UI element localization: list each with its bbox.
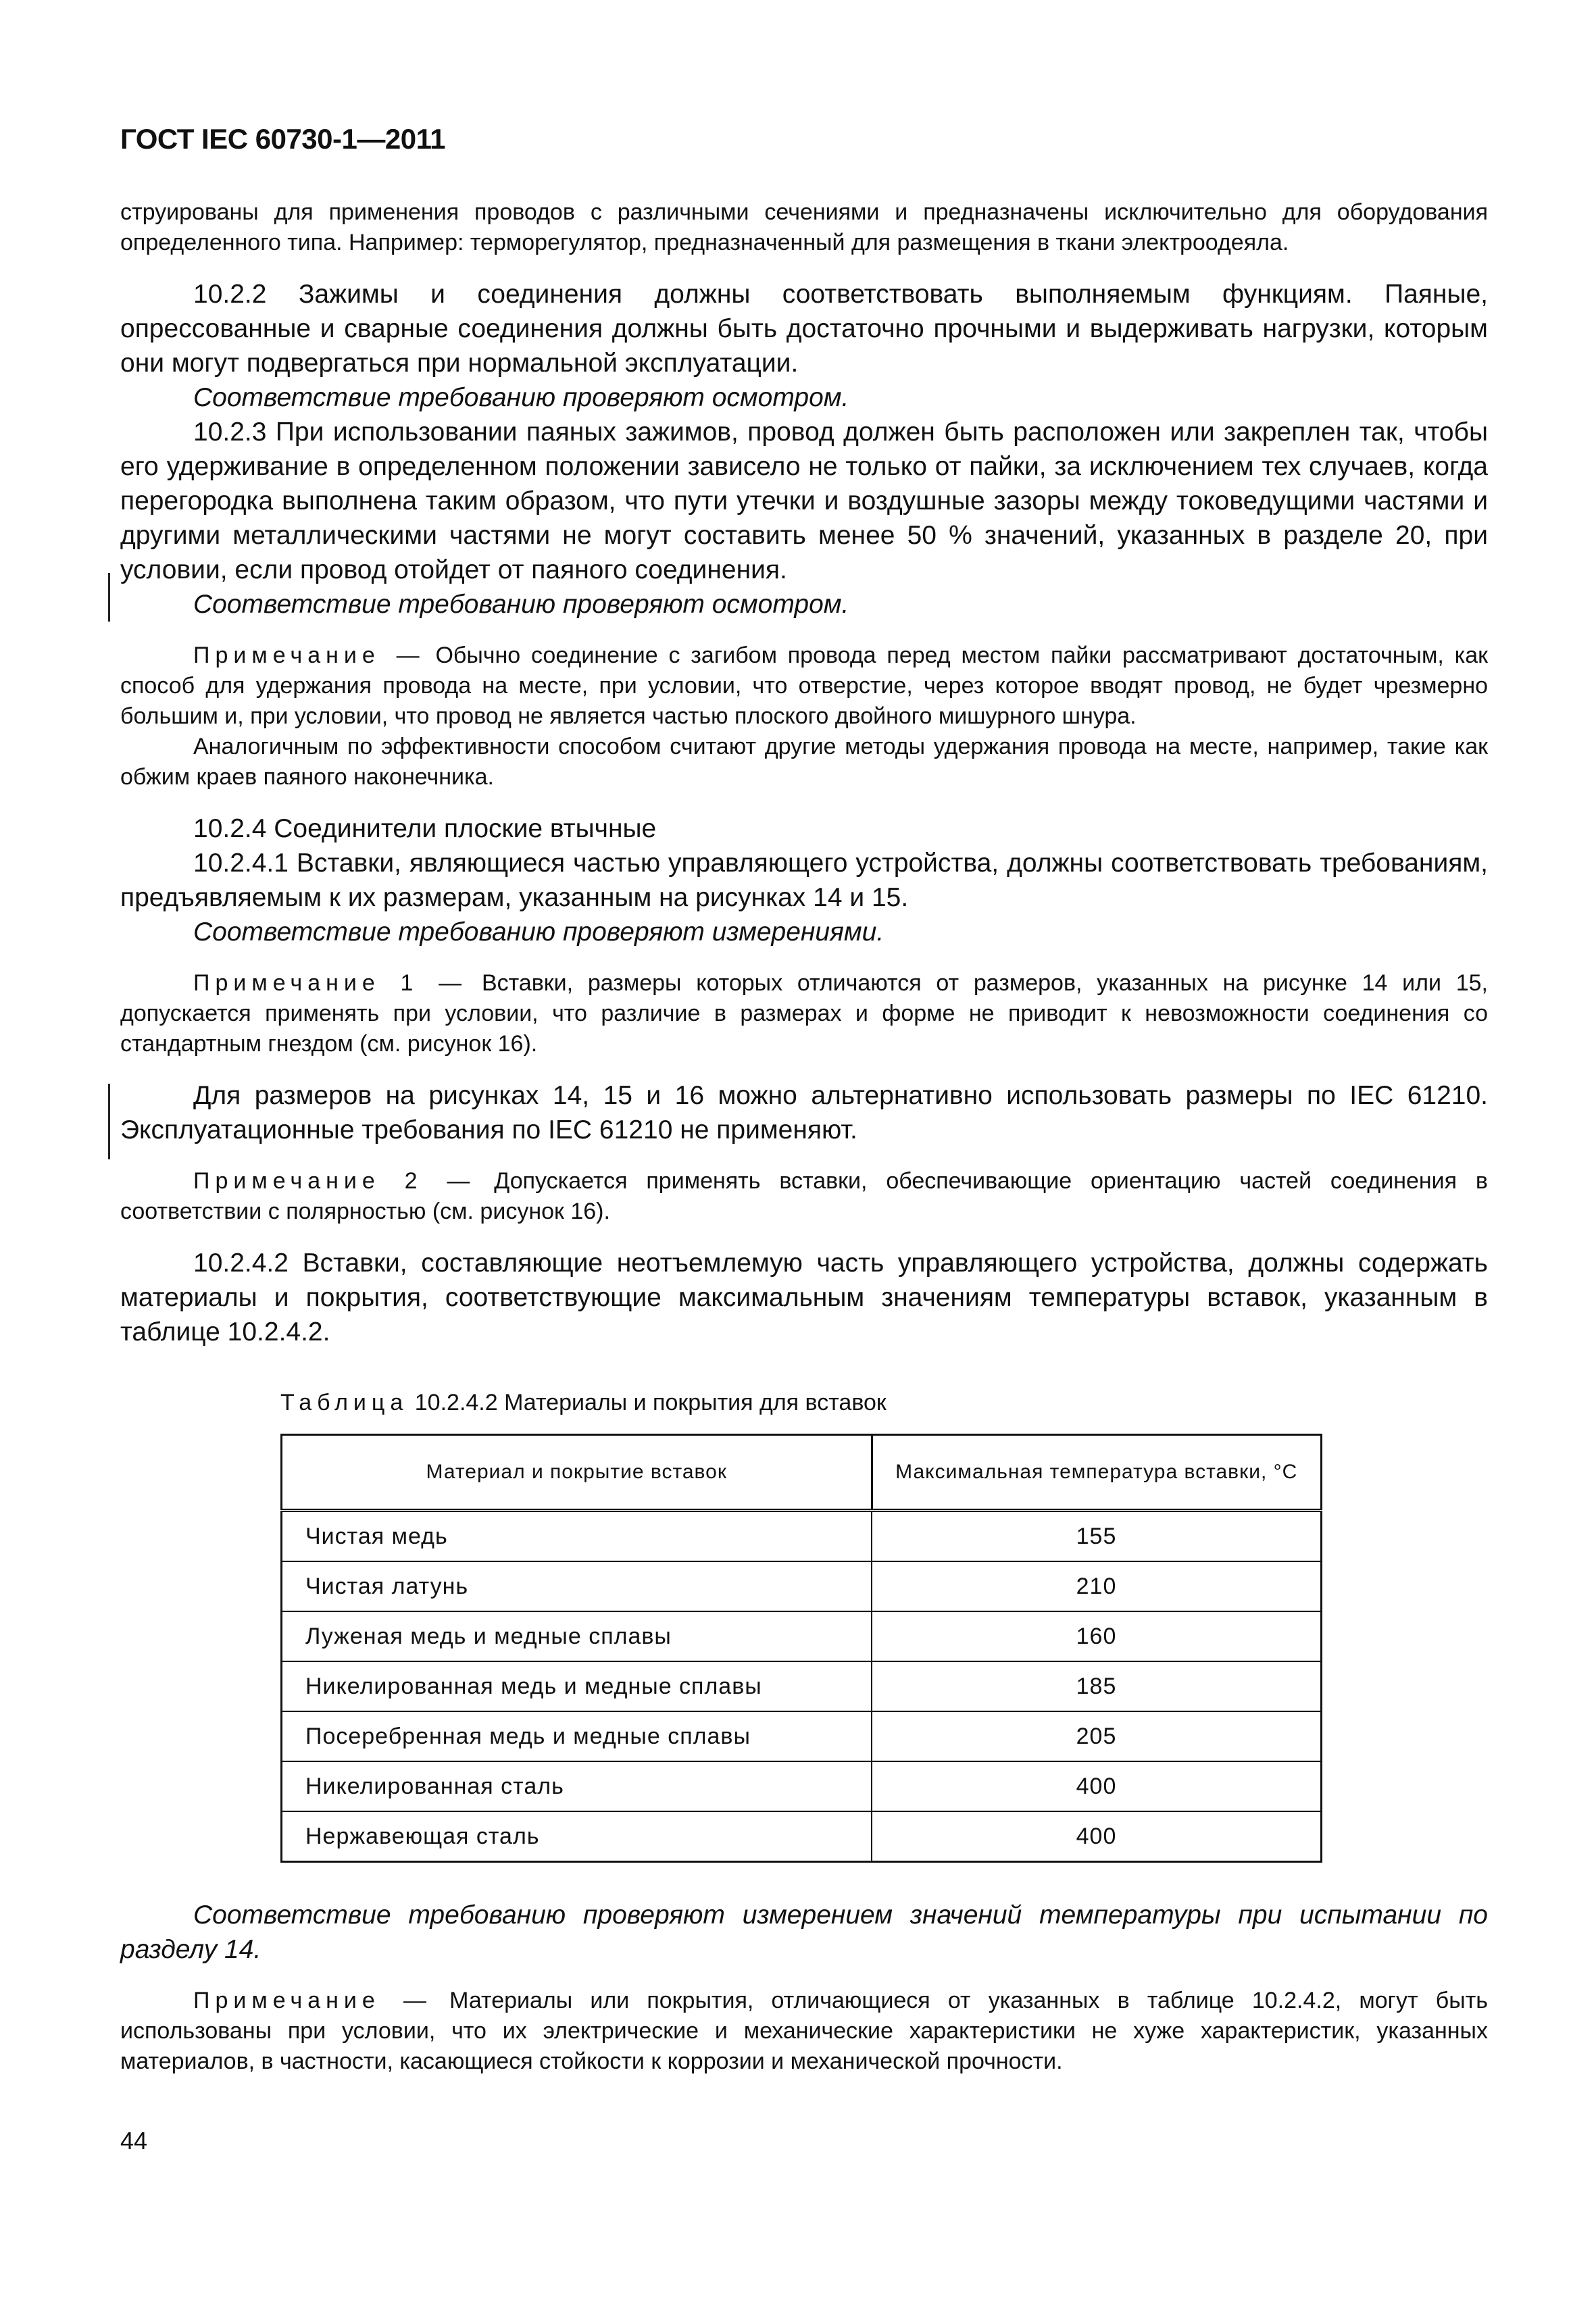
note-text: Допускается применять вставки, обеспечивающие ориентацию частей соединения в соответствии с полярностью (см. рисунок 16). [120, 1168, 1488, 1224]
note-text: Вставки, размеры которых отличаются от размеров, указанных на рисунке 14 или 15, допускается применять при условии, что различие в размерах и форме не приводит к невозможности соединения со стандартным гнездом (см. рисунок 16). [120, 970, 1488, 1057]
table-header-temperature: Максимальная температура вставки, °С [872, 1435, 1322, 1511]
note [120, 640, 1488, 732]
table-row [282, 1661, 1322, 1711]
table-cell-temperature: 185 [872, 1661, 1322, 1711]
compliance-check: Соответствие требованию проверяют осмотром. [193, 383, 849, 412]
table-cell-temperature: 205 [872, 1711, 1322, 1761]
table-cell-material: Чистая латунь [282, 1561, 872, 1611]
table-cell-material: Никелированная медь и медные сплавы [282, 1661, 872, 1711]
table-cell-temperature: 400 [872, 1761, 1322, 1811]
clause-10-2-2: 10.2.2 Зажимы и соединения должны соответствовать выполняемым функциям. Паяные, опрессованные и сварные соединения должны быть достаточно прочными и выдерживать нагрузки, которым они могут подвергаться при нормальной эксплуатации. [120, 280, 1488, 378]
note-label: Примечание — [193, 1988, 432, 2013]
table-cell-material: Посеребренная медь и медные сплавы [282, 1711, 872, 1761]
table-caption-text: 10.2.4.2 Материалы и покрытия для вставок [414, 1390, 887, 1415]
clause-10-2-4-2: 10.2.4.2 Вставки, составляющие неотъемлемую часть управляющего устройства, должны содержать материалы и покрытия, соответствующие максимальным значениям температуры вставок, указанным в таблице 10.2.4.2. [120, 1249, 1488, 1347]
table-row [282, 1811, 1322, 1862]
compliance-check: Соответствие требованию проверяют осмотром. [193, 590, 849, 619]
note-label: Примечание 1 — [193, 970, 468, 996]
change-bar [108, 573, 110, 622]
table-cell-material: Нержавеющая сталь [282, 1811, 872, 1862]
compliance-check: Соответствие требованию проверяют измерением значений температуры при испытании по разделу 14. [120, 1901, 1488, 1964]
table-cell-temperature: 210 [872, 1561, 1322, 1611]
note [120, 1986, 1488, 2077]
clause-10-2-4-1: 10.2.4.1 Вставки, являющиеся частью управляющего устройства, должны соответствовать требованиям, предъявляемым к их размерам, указанным на рисунках 14 и 15. [120, 849, 1488, 912]
table-header-material: Материал и покрытие вставок [282, 1435, 872, 1511]
change-bar [108, 1084, 110, 1159]
table-caption-label: Таблица [280, 1390, 409, 1415]
paragraph-continuation: струированы для применения проводов с различными сечениями и предназначены исключительно для оборудования определенного типа. Например: терморегулятор, предназначенный для размещения в ткани электроодеяла. [120, 199, 1488, 255]
note-continuation: Аналогичным по эффективности способом считают другие методы удержания провода на месте, например, такие как обжим краев паяного наконечника. [120, 734, 1488, 790]
table-cell-material: Чистая медь [282, 1511, 872, 1562]
table-cell-material: Никелированная сталь [282, 1761, 872, 1811]
document-body [120, 197, 1488, 2077]
materials-table [280, 1434, 1322, 1863]
table-caption [280, 1390, 1488, 1416]
clause-10-2-3: 10.2.3 При использовании паяных зажимов, провод должен быть расположен или закреплен так, чтобы его удерживание в определенном положении зависело не только от пайки, за исключением тех случаев, когда перегородка выполнена таким образом, что пути утечки и воздушные зазоры между токоведущими частями и другими металлическими частями не могут составить менее 50 % значений, указанных в разделе 20, при условии, если провод отойдет от паяного соединения. [120, 418, 1488, 584]
table-cell-temperature: 400 [872, 1811, 1322, 1862]
table-cell-material: Луженая медь и медные сплавы [282, 1611, 872, 1661]
table-cell-temperature: 155 [872, 1511, 1322, 1562]
note-text: Материалы или покрытия, отличающиеся от указанных в таблице 10.2.4.2, могут быть использованы при условии, что их электрические и механические характеристики не хуже характеристик, указанных материалов, в частности, касающиеся стойкости к коррозии и механической прочности. [120, 1988, 1488, 2074]
note-label: Примечание 2 — [193, 1168, 476, 1194]
compliance-check: Соответствие требованию проверяют измерениями. [193, 917, 884, 947]
table-row [282, 1611, 1322, 1661]
table-row [282, 1511, 1322, 1562]
note-label: Примечание — [193, 643, 425, 668]
table-row [282, 1561, 1322, 1611]
note [120, 1166, 1488, 1227]
note-text: Обычно соединение с загибом провода перед местом пайки рассматривают достаточным, как способ для удержания провода на месте, при условии, что отверстие, через которое вводят провод, не будет чрезмерно большим и, при условии, что провод не является частью плоского двойного мишурного шнура. [120, 643, 1489, 729]
table-cell-temperature: 160 [872, 1611, 1322, 1661]
clause-10-2-4: 10.2.4 Соединители плоские втычные [193, 814, 657, 843]
alternative-dimensions-paragraph: Для размеров на рисунках 14, 15 и 16 можно альтернативно использовать размеры по IEC 61210. Эксплуатационные требования по IEC 61210 не применяют. [120, 1081, 1488, 1145]
document-code-header: ГОСТ IEC 60730-1—2011 [120, 123, 445, 155]
table-header-row [282, 1435, 1322, 1511]
table-row [282, 1761, 1322, 1811]
table-row [282, 1711, 1322, 1761]
note [120, 968, 1488, 1059]
page-number: 44 [120, 2127, 148, 2155]
